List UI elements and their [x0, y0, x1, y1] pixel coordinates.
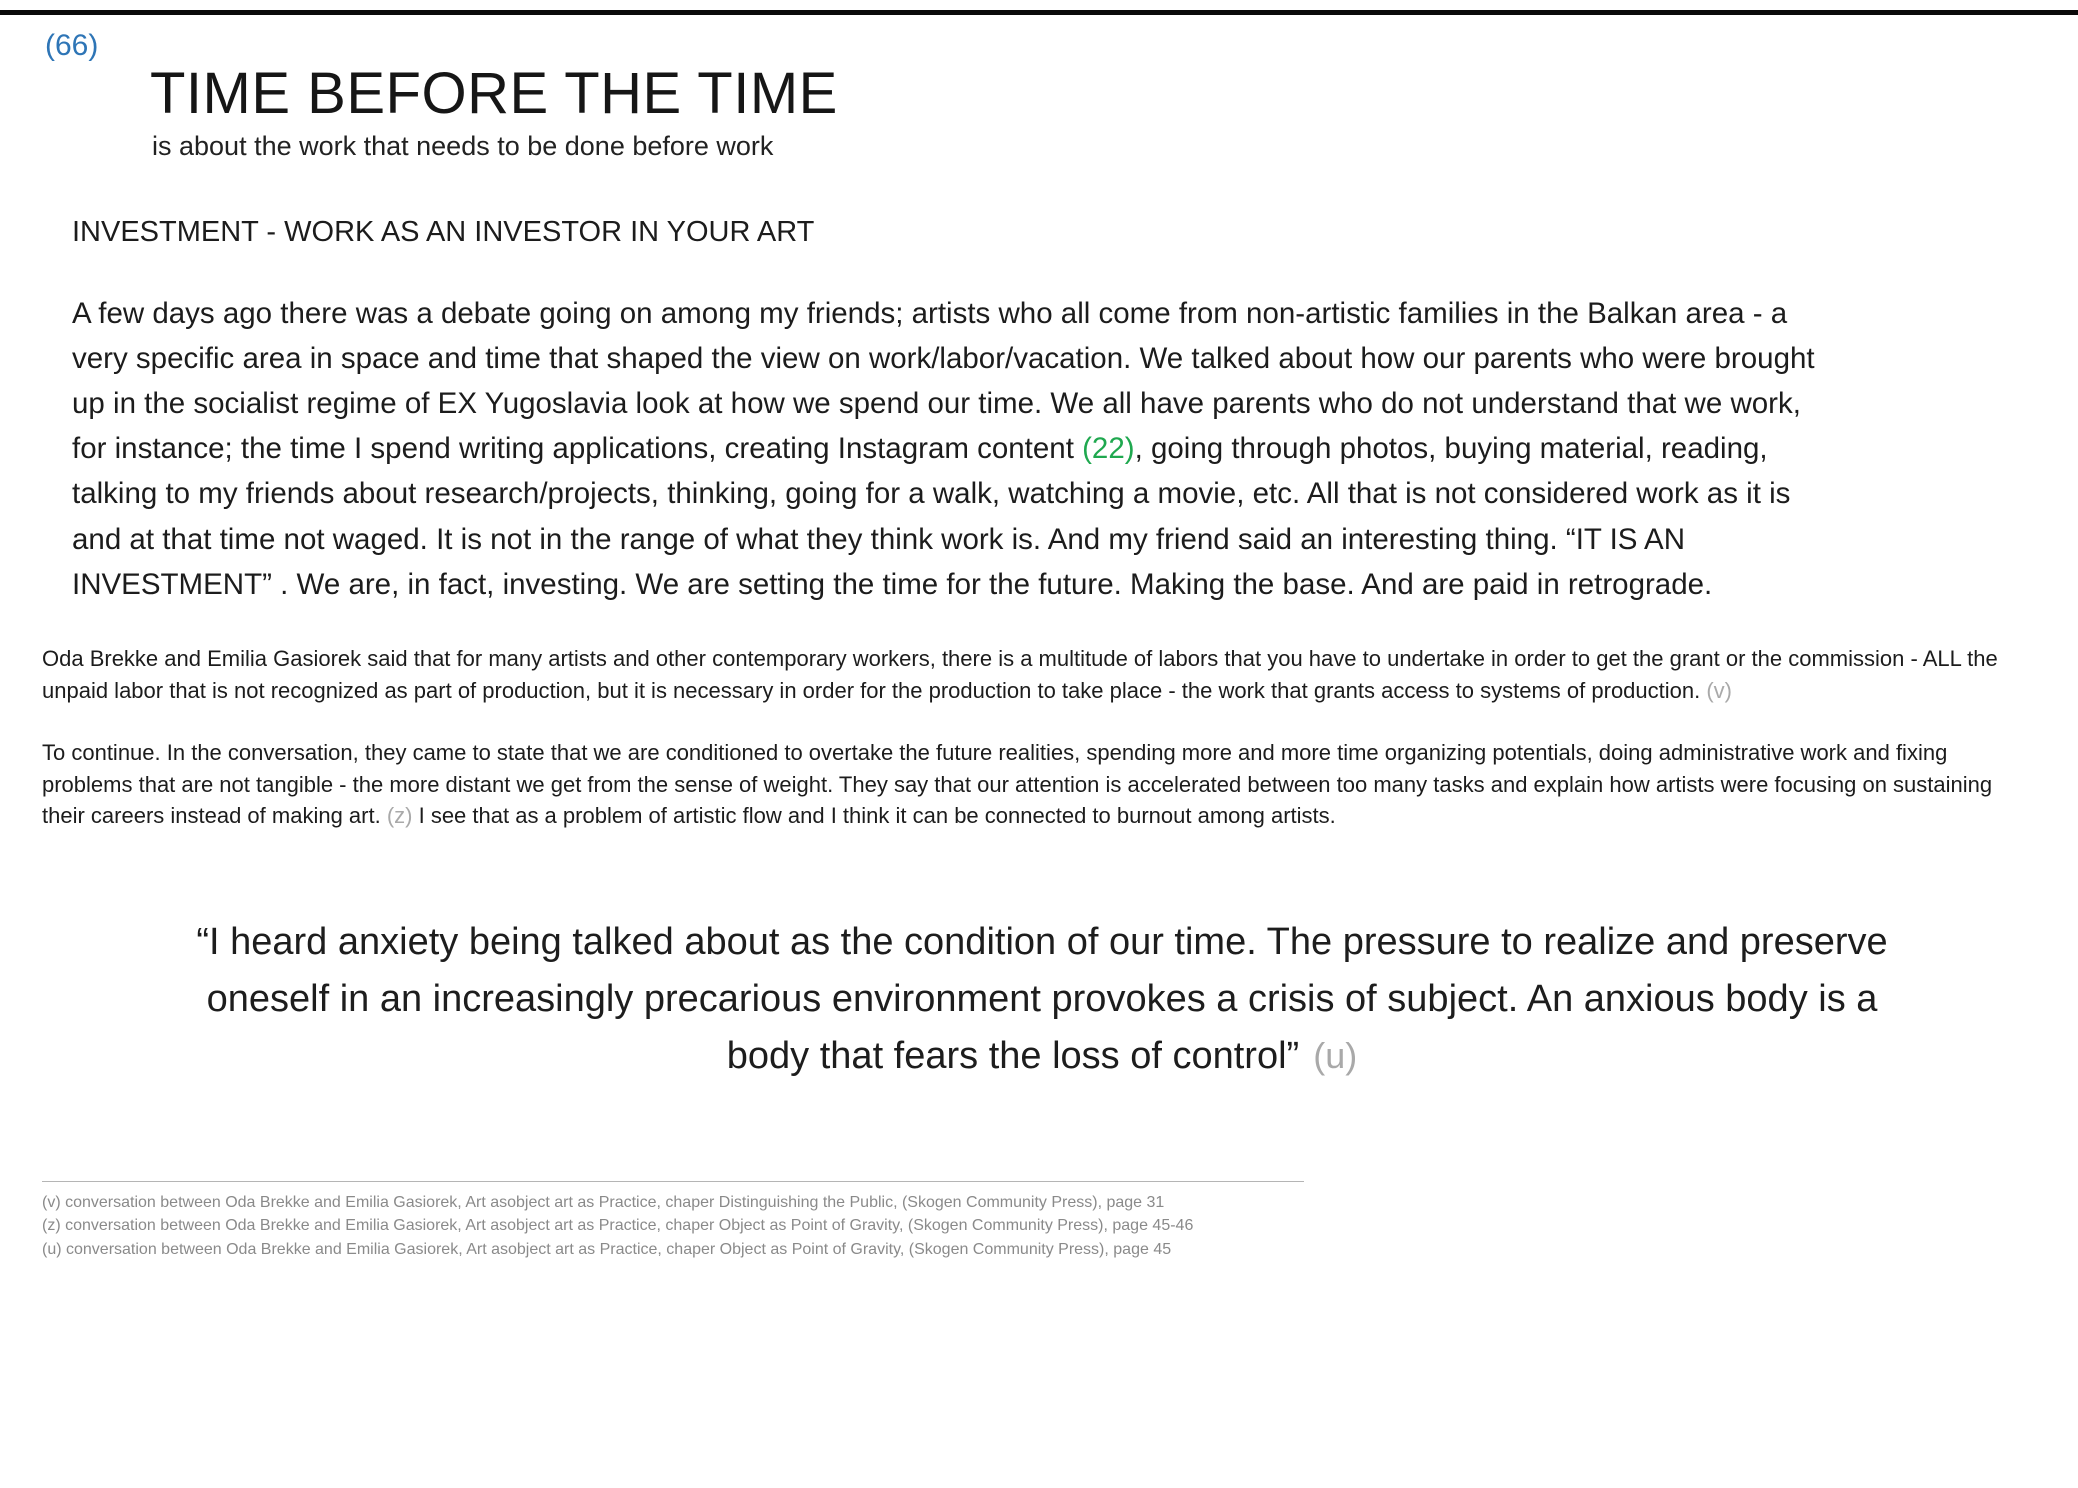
paragraph-v — [42, 643, 2034, 707]
page-subtitle: is about the work that needs to be done before work — [152, 130, 774, 161]
document-page — [0, 15, 2078, 1261]
paragraph-v-text: Oda Brekke and Emilia Gasiorek said that for many artists and other contemporary workers, there is a multitude of labors that you have to undertake in order to get the grant or the commission - ALL the unpaid labor that is not recognized as part of production, but it is necessary in order for the production to take place - the work that grants access to systems of production. — [42, 645, 1998, 703]
footnote-z: (z) conversation between Oda Brekke and Emilia Gasiorek, Art asobject art as Practice, chaper Object as Point of Gravity, (Skogen Community Press), page 45-46 — [42, 1217, 1194, 1235]
main-paragraph-text-1: A few days ago there was a debate going on among my friends; artists who all come from non-artistic families in the Balkan area - a very specific area in space and time that shaped the view on work/labor/vacation. We talked about how our parents who were brought up in the socialist regime of EX Yugoslavia look at how we spend our time. We all have parents who do not understand that we work, for instance; the time I spend writing applications, creating Instagram content — [72, 296, 1815, 466]
page-number: (66) — [45, 29, 99, 62]
footnote-marker-v: (v) — [1706, 677, 1732, 703]
footnotes-section — [42, 1181, 1304, 1261]
pull-quote-text: “I heard anxiety being talked about as the condition of our time. The pressure to realize and preserve oneself in an increasingly precarious environment provokes a crisis of subject. An anxious body is a body that fears the loss of control” — [196, 921, 1888, 1078]
section-heading: INVESTMENT - WORK AS AN INVESTOR IN YOUR ART — [72, 215, 815, 248]
main-paragraph-text-2: , going through photos, buying material, reading, talking to my friends about research/projects, thinking, going for a walk, watching a movie, etc. All that is not considered work as it is and at that time not waged. It is not in the range of what they think work is. And my friend said an interesting thing. “IT IS AN INVESTMENT” . We are, in fact, investing. We are setting the time for the future. Making the base. And are paid in retrograde. — [72, 432, 1791, 601]
paragraph-z — [42, 737, 2034, 833]
footnote-u: (u) conversation between Oda Brekke and Emilia Gasiorek, Art asobject art as Practice, chaper Object as Point of Gravity, (Skogen Community Press), page 45 — [42, 1240, 1172, 1258]
main-paragraph — [72, 291, 1817, 607]
footnote-marker-z: (z) — [386, 803, 413, 829]
reference-marker-22: (22) — [1082, 432, 1135, 466]
footnote-v: (v) conversation between Oda Brekke and Emilia Gasiorek, Art asobject art as Practice, chaper Distinguishing the Public, (Skogen Community Press), page 31 — [42, 1194, 1165, 1212]
paragraph-z-text-2: I see that as a problem of artistic flow and I think it can be connected to burnout among artists. — [412, 803, 1336, 829]
pull-quote — [162, 914, 1922, 1085]
paragraph-z-text-1: To continue. In the conversation, they came to state that we are conditioned to overtake the future realities, spending more and more time organizing potentials, doing administrative work and fixing problems that are not tangible - the more distant we get from the sense of weight. They say that our attention is accelerated between too many tasks and explain how artists were focusing on sustaining their careers instead of making art. — [42, 739, 1993, 829]
page-title: TIME BEFORE THE TIME — [150, 61, 838, 126]
footnote-marker-u: (u) — [1313, 1035, 1358, 1077]
